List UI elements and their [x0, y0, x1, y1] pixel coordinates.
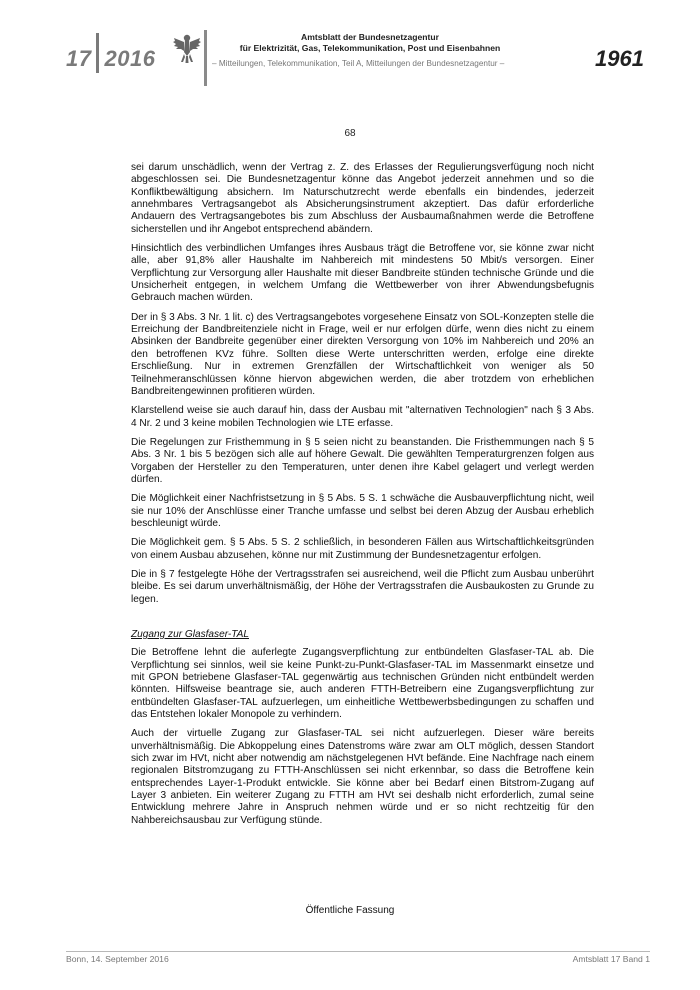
paragraph: Klarstellend weise sie auch darauf hin, dass der Ausbau mit "alternativen Technologien" nach § 3 Abs. 4 Nr. 2 und 3 keine mobilen Technologien wie LTE erfasse. [131, 405, 594, 429]
paragraph: Hinsichtlich des verbindlichen Umfanges ihres Ausbaus trägt die Betroffene vor, sie könne zwar nicht alle, aber 91,8% aller Haushalte im Nahbereich mit mindestens 50 Mbit/s versorgen. Einer Verpflichtung zur Versorgung aller Haushalte mit dieser Bandbreite stünden technische Gründe und die Unsicherheit entgegen, in welchem Umfang die Wettbewerber von ihrer Abwendungsbefugnis Gebrauch machen würden. [131, 243, 594, 304]
paragraph: Auch der virtuelle Zugang zur Glasfaser-TAL sei nicht aufzuerlegen. Dieser wäre bereits unverhältnismäßig. Die Abkoppelung eines Datenstroms wäre zwar am OLT möglich, dessen Standort sich zwar im HVt, nicht aber notwendig am nächstgelegenen HVt befände. Eine Nachfrage nach einem regionalen Bitstromzugang zu FTTH-Anschlüssen sei nicht erkennbar, so dass die Betroffene kein entsprechendes Layer-1-Produkt entwickle. Sie könne aber bei Bedarf einen Bitstrom-Zugang auf Layer 3 anbieten. Ein weiterer Zugang zu FTTH am HVt sei deshalb nicht erforderlich, zumal seine Entwicklung mehrere Jahre in Anspruch nehmen würde und er so nicht rechtzeitig für den Nahbereichsausbau zur Verfügung stünde. [131, 728, 594, 826]
paragraph: Die in § 7 festgelegte Höhe der Vertragsstrafen sei ausreichend, weil die Pflicht zum Ausbau unberührt bleibe. Es sei darum unverhältnismäßig, der Höhe der Vertragsstrafen die Ausbaukosten zu Grunde zu legen. [131, 568, 594, 605]
paragraph: Die Regelungen zur Fristhemmung in § 5 seien nicht zu beanstanden. Die Fristhemmungen nach § 5 Abs. 3 Nr. 1 bis 5 bezögen sich alle auf höhere Gewalt. Die gewählten Temperaturgrenzen folgen aus Vorgaben der Hersteller zu den Temperaturen, unter denen ihre Kabel gelagert und verlegt werden dürfen. [131, 436, 594, 485]
issue-year: 2016 [104, 46, 156, 71]
inner-page-number: 68 [344, 128, 356, 139]
header-subtitle: – Mitteilungen, Telekommunikation, Teil A, Mitteilungen der Bundesnetzagentur – [212, 59, 505, 68]
document-body [131, 162, 594, 834]
paragraph: Die Möglichkeit gem. § 5 Abs. 5 S. 2 schließlich, in besonderen Fällen aus Wirtschaftlichkeitsgründen von einem Ausbau abzusehen, könne nur mit Zustimmung der Bundesnetzagentur erfolgen. [131, 537, 594, 561]
issue-num: 17 [66, 46, 92, 71]
issue-separator [96, 33, 99, 73]
paragraph: Die Möglichkeit einer Nachfristsetzung in § 5 Abs. 5 S. 1 schwäche die Ausbauverpflichtung nicht, weil sie nur 10% der Anschlüsse einer Tranche umfasse und selbst bei deren Abzug der Ausbau erheblich beschleunigt würde. [131, 493, 594, 529]
issue-number [66, 46, 155, 73]
section-heading: Zugang zur Glasfaser-TAL [131, 629, 249, 640]
header-divider [204, 30, 207, 86]
footer-divider [66, 951, 650, 952]
federal-eagle-icon [172, 32, 202, 66]
footer-date: Bonn, 14. September 2016 [66, 954, 169, 964]
paragraph: sei darum unschädlich, wenn der Vertrag z. Z. des Erlasses der Regulierungsverfügung noch nicht abgeschlossen sei. Die Bundesnetzagentur könne das Angebot jederzeit annehmen und so die Konfliktbewältigung absichern. Im Naturschutzrecht werde ebenfalls ein bindendes, jederzeit annehmbares Vertragsangebot als Absicherungsinstrument akzeptiert. Das dafür erforderliche Andauern des Vertragsangebotes bis zum Abschluss der Ausbaumaßnahmen werde die Betroffene sicherstellen und ihr Angebot entsprechend abändern. [131, 162, 594, 235]
footer-issue: Amtsblatt 17 Band 1 [572, 954, 650, 964]
paragraph: Die Betroffene lehnt die auferlegte Zugangsverpflichtung zur entbündelten Glasfaser-TAL ab. Die Verpflichtung sei sinnlos, weil sie keine Punkt-zu-Punkt-Glasfaser-TAL im Massenmarkt einsetze und mit GPON betriebene Glasfaser-TAL gegenwärtig aus technischen Gründen nicht entbündelt werden könnten. Hilfsweise beantrage sie, auch anderen FTTH-Betreibern eine Zugangsverpflichtung zur entbündelten Glasfaser-TAL aufzuerlegen, um einheitliche Wettbewerbsbedingungen zu schaffen und das Entstehen lokaler Monopole zu verhindern. [131, 647, 594, 721]
page-number: 1961 [595, 46, 644, 71]
header-title-line2: für Elektrizität, Gas, Telekommunikation, Post und Eisenbahnen [239, 43, 501, 53]
header-title: Amtsblatt der Bundesnetzagentur [301, 32, 439, 42]
version-label: Öffentliche Fassung [305, 905, 395, 916]
paragraph: Der in § 3 Abs. 3 Nr. 1 lit. c) des Vertragsangebotes vorgesehene Einsatz von SOL-Konzepten stelle die Erreichung der Bandbreitenziele nicht in Frage, weil er nur erfolgen dürfe, wenn dies nicht zu einem Absinken der Bandbreite gegenüber einer direkten Versorgung von 10% im Nahbereich und 20% an den betroffenen KVz führe. Sollten diese Werte unterschritten werden, erfolge eine direkte Erschließung. Nur in extremen Grenzfällen der Wirtschaftlichkeit von weniger als 50 Teilnehmeranschlüssen könne hiervon abgewichen werden, die aber trotzdem von erheblichen Bandbreitengewinnen profitieren würden. [131, 311, 594, 397]
